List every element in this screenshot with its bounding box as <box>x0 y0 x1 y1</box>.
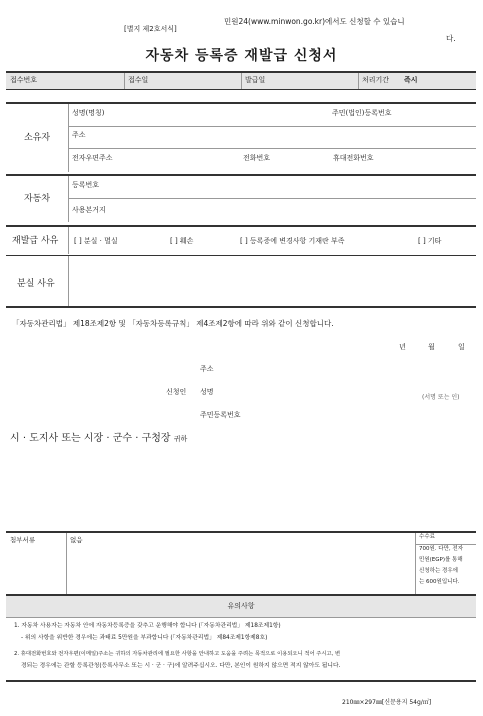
recipient-suffix: 귀하 <box>173 435 188 443</box>
applicant-address-label: 주소 <box>200 365 214 373</box>
recipient-line <box>10 434 187 444</box>
online-notice-line1: 민원24(www.minwon.go.kr)에서도 신청할 수 있습니 <box>224 17 405 26</box>
form-number: [별지 제2호서식] <box>124 25 177 33</box>
reason-other-text: 기타 <box>427 237 442 245</box>
loss-reason-label: 분실 사유 <box>17 279 55 289</box>
vehicle-reg-number-field[interactable]: 등록번호 <box>72 181 100 189</box>
attachments-label: 첨부서류 <box>10 536 36 544</box>
date-year-label: 년 <box>399 343 406 351</box>
reason-option-no-space[interactable] <box>240 238 345 245</box>
owner-section-label: 소유자 <box>24 133 51 143</box>
attachments-content: 없음 <box>70 536 83 544</box>
reason-damaged-checkbox[interactable]: [ ] <box>170 237 178 245</box>
reason-no-space-text: 등록증에 변경사항 기재란 부족 <box>249 237 345 245</box>
reason-lost-checkbox[interactable]: [ ] <box>74 237 82 245</box>
processing-period-label: 처리기간 <box>362 76 390 84</box>
owner-mobile-field[interactable]: 휴대전화번호 <box>333 154 374 162</box>
fee-title: 수수료 <box>419 534 435 540</box>
note-item-1: 1. 자동차 사용자는 자동차 안에 자동차등록증을 갖추고 운행해야 합니다 (「자동차관리법」 제18조제1항) <box>14 623 281 629</box>
fee-line-2: 민원(EGP)를 통해 <box>419 557 463 563</box>
date-day-label: 일 <box>458 343 465 351</box>
date-month-label: 월 <box>428 343 435 351</box>
fee-line-1: 700원. 다만, 전자 <box>419 546 464 552</box>
vehicle-section-label: 자동차 <box>24 194 51 204</box>
applicant-id-label: 주민등록번호 <box>200 411 241 419</box>
processing-period-value: 즉시 <box>404 76 418 84</box>
vehicle-base-location-field[interactable]: 사용본거지 <box>72 206 106 214</box>
reissue-reason-label: 재발급 사유 <box>12 236 59 246</box>
reason-option-other[interactable] <box>418 238 441 245</box>
receipt-date-label: 접수일 <box>128 76 149 84</box>
issue-date-label: 발급일 <box>245 76 266 84</box>
reason-lost-text: 분실 · 멸실 <box>83 237 118 245</box>
note-item-2: 2. 휴대전화번호와 전자우편(이메일)주소는 귀하의 자동차관리에 필요한 사항을 안내하고 도움을 주려는 목적으로 이용되오니 적어 주시고, 변 <box>14 651 341 657</box>
paper-size-footer: 210㎜×297㎜[신문용지 54g/㎡] <box>342 699 432 706</box>
note-item-1-sub: - 위의 사항을 위반한 경우에는 과태료 5만원을 부과합니다 (「자동차관리법」 제84조제1항제8호) <box>21 635 268 641</box>
fee-line-4: 는 600원입니다. <box>419 579 460 585</box>
declaration-statement: 「자동차관리법」 제18조제2항 및 「자동차등록규칙」 제4조제2항에 따라 위와 같이 신청합니다. <box>12 319 334 328</box>
reason-no-space-checkbox[interactable]: [ ] <box>240 237 248 245</box>
loss-reason-field[interactable] <box>70 260 474 304</box>
notes-title: 유의사항 <box>227 602 255 610</box>
reason-damaged-text: 훼손 <box>179 237 194 245</box>
owner-email-field[interactable]: 전자우편주소 <box>72 154 113 162</box>
recipient-authority: 시 · 도지사 또는 시장 · 군수 · 구청장 <box>10 433 171 444</box>
owner-phone-field[interactable]: 전화번호 <box>243 154 271 162</box>
page-title: 자동차 등록증 재발급 신청서 <box>145 48 338 64</box>
owner-id-number-field[interactable]: 주민(법인)등록번호 <box>332 109 392 117</box>
signature-note: (서명 또는 인) <box>422 394 460 401</box>
note-item-2-cont: 경되는 경우에는 관할 등록관청(등록사무소 또는 시 · 군 · 구)에 알려주십시오. 다만, 본인이 원하지 않으면 적지 않아도 됩니다. <box>21 663 341 669</box>
receipt-number-label: 접수번호 <box>10 76 38 84</box>
online-notice-line2: 다. <box>446 34 456 43</box>
fee-line-3: 신청하는 경우에 <box>419 568 458 574</box>
reason-other-checkbox[interactable]: [ ] <box>418 237 426 245</box>
reason-option-lost[interactable] <box>74 238 118 245</box>
applicant-label: 신청인 <box>166 388 187 396</box>
reason-option-damaged[interactable] <box>170 238 193 245</box>
owner-address-field[interactable]: 주소 <box>72 131 86 139</box>
owner-name-field[interactable]: 성명(명칭) <box>72 109 105 117</box>
applicant-name-label: 성명 <box>200 388 214 396</box>
